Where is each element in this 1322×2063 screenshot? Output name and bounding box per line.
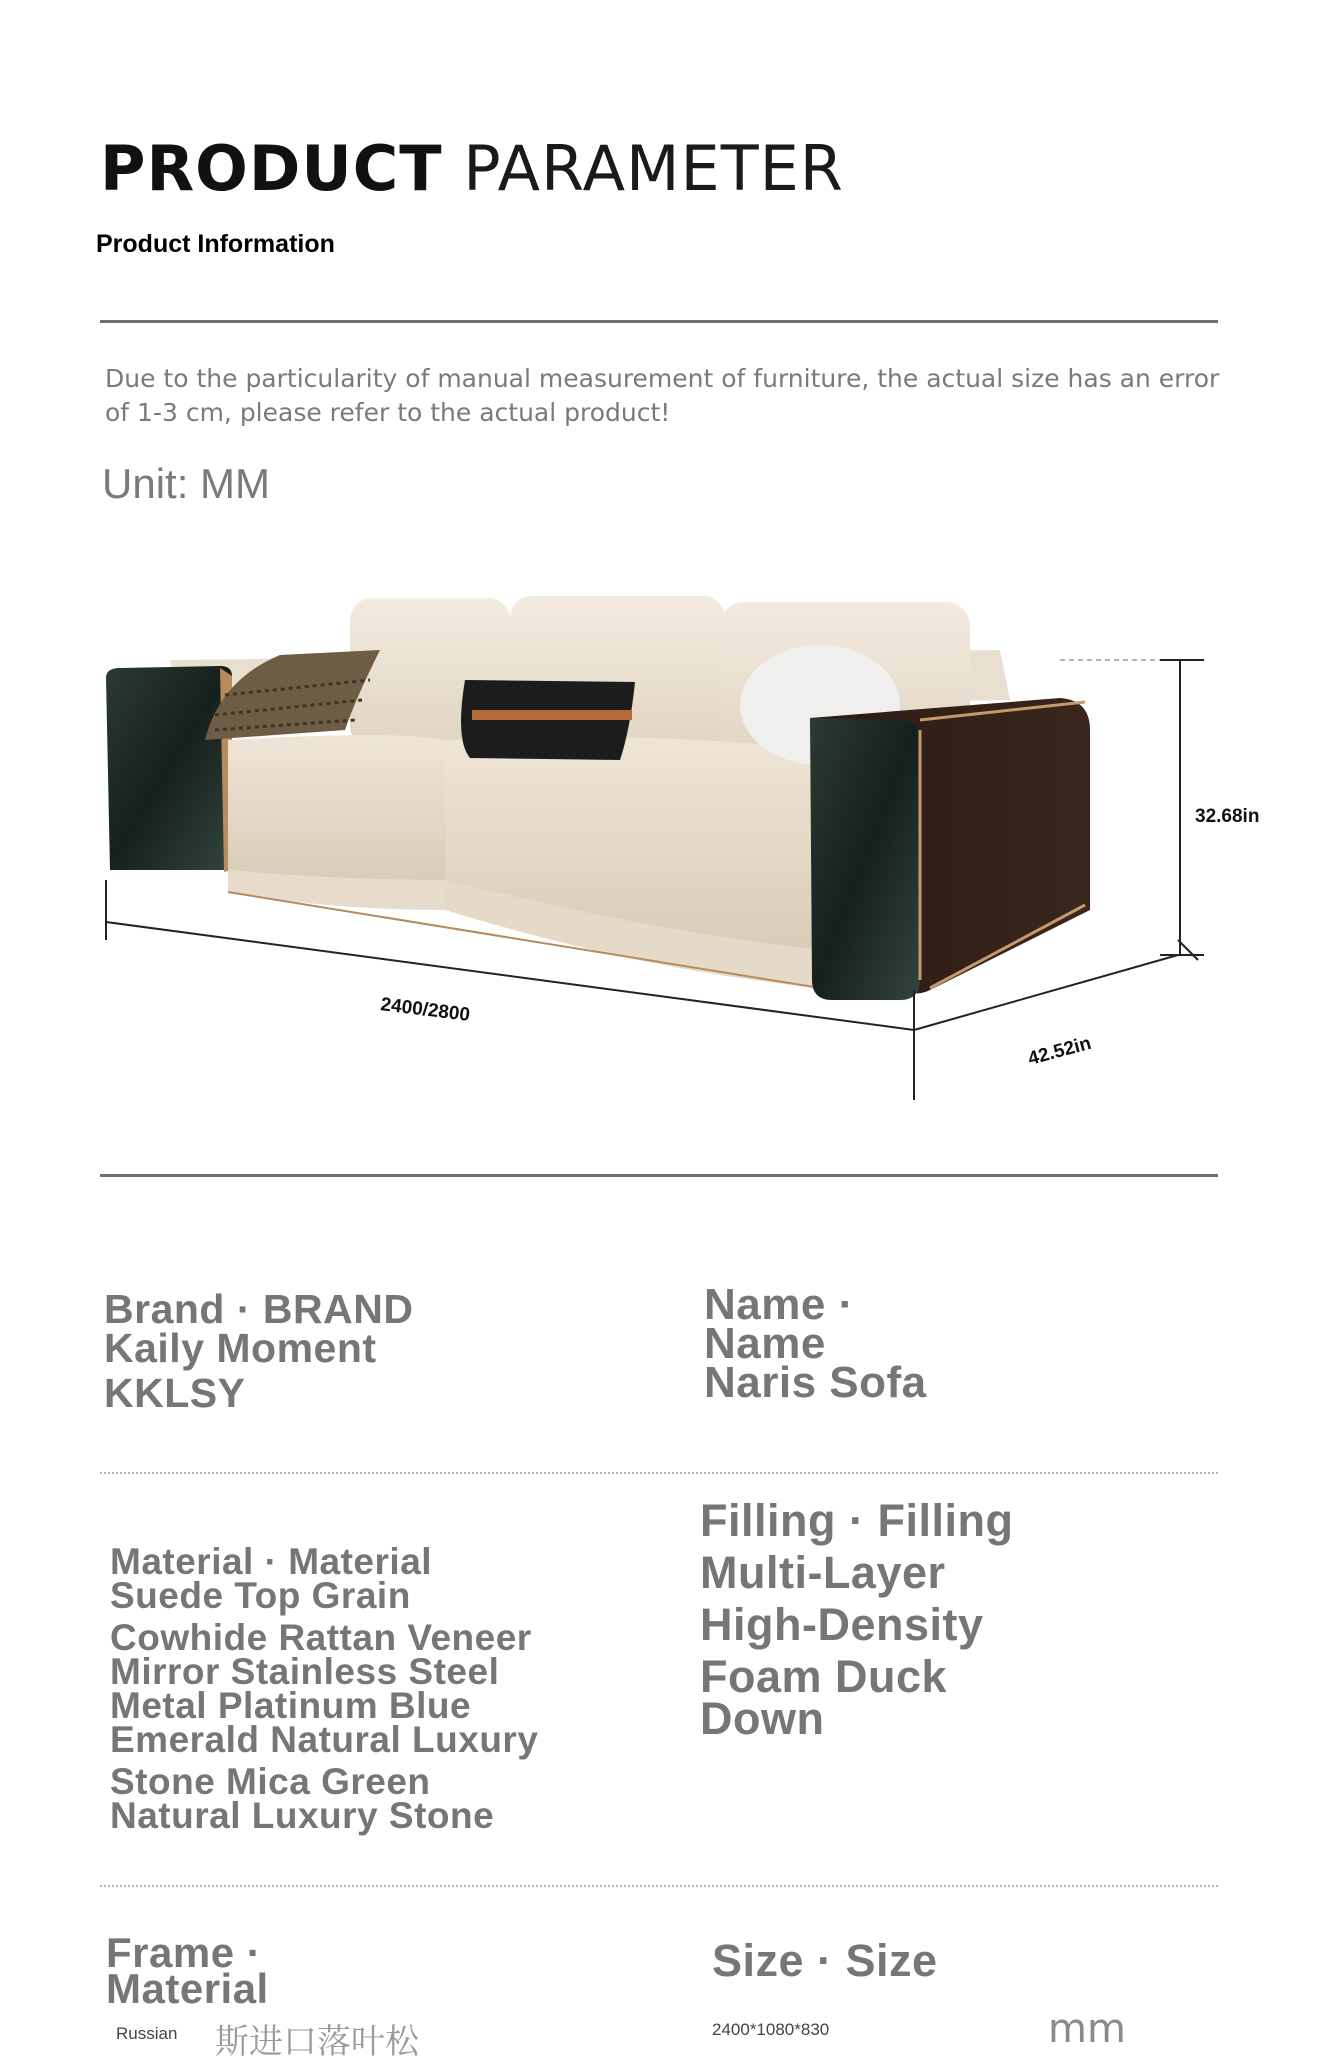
spec-name-label-1: Name · bbox=[704, 1280, 854, 1329]
spec-material-value-5: Emerald Natural Luxury bbox=[110, 1719, 539, 1760]
spec-material-value-3: Mirror Stainless Steel bbox=[110, 1651, 500, 1692]
divider-top bbox=[100, 320, 1218, 323]
spec-material-value-1: Suede Top Grain bbox=[110, 1575, 411, 1616]
divider-middle bbox=[100, 1174, 1218, 1177]
right-arm-marble bbox=[810, 718, 920, 1000]
spec-size-unit: mm bbox=[1048, 2006, 1126, 2052]
spec-material-value-2: Cowhide Rattan Veneer bbox=[110, 1617, 532, 1658]
sofa-image bbox=[100, 580, 1280, 1120]
spec-filling-label: Filling · Filling bbox=[700, 1495, 1014, 1546]
spec-filling-value-2: High-Density bbox=[700, 1599, 984, 1650]
spec-frame bbox=[106, 1929, 269, 2012]
divider-dotted-2 bbox=[100, 1885, 1218, 1887]
page-title bbox=[100, 132, 844, 205]
spec-filling-value-1: Multi-Layer bbox=[700, 1547, 946, 1598]
spec-size bbox=[712, 1935, 938, 1987]
seat-cushion-left bbox=[228, 735, 445, 880]
title-bold: PRODUCT bbox=[100, 132, 443, 205]
dim-label-length: 2400/2800 bbox=[379, 994, 472, 1026]
measurement-notice: Due to the particularity of manual measurement of furniture, the actual size has an error of 1-3 cm, please refer to the actual product! bbox=[105, 364, 1220, 427]
spec-frame-value: 斯进口落叶松 bbox=[215, 2022, 419, 2062]
spec-filling-value-4: Down bbox=[700, 1693, 825, 1744]
divider-dotted-1 bbox=[100, 1472, 1218, 1474]
sofa-illustration bbox=[100, 580, 1280, 1120]
spec-name bbox=[704, 1280, 927, 1407]
title-light: PARAMETER bbox=[463, 132, 844, 205]
spec-material-value-7: Natural Luxury Stone bbox=[110, 1795, 495, 1836]
spec-material bbox=[110, 1541, 630, 1836]
dim-label-depth: 42.52in bbox=[1025, 1032, 1094, 1070]
spec-brand-value-1: Kaily Moment bbox=[104, 1325, 377, 1371]
spec-frame-label-1: Frame · bbox=[106, 1929, 262, 1976]
spec-frame-label-2: Material bbox=[106, 1965, 269, 2012]
unit-label: Unit: MM bbox=[102, 460, 270, 507]
spec-brand-value-2: KKLSY bbox=[104, 1370, 246, 1416]
spec-brand-label: Brand · BRAND bbox=[104, 1286, 414, 1332]
dim-label-height: 32.68in bbox=[1195, 806, 1260, 827]
section-subtitle: Product Information bbox=[96, 230, 335, 258]
spec-size-value: 2400*1080*830 bbox=[712, 2020, 830, 2039]
left-arm bbox=[106, 666, 232, 870]
spec-frame-sublabel: Russian bbox=[116, 2024, 178, 2043]
spec-filling-value-3: Foam Duck bbox=[700, 1651, 948, 1702]
spec-material-value-4: Metal Platinum Blue bbox=[110, 1685, 472, 1726]
spec-size-label: Size · Size bbox=[712, 1935, 938, 1986]
spec-name-value: Naris Sofa bbox=[704, 1358, 927, 1407]
spec-filling bbox=[700, 1495, 1120, 1745]
spec-material-value-6: Stone Mica Green bbox=[110, 1761, 431, 1802]
spec-material-label: Material · Material bbox=[110, 1541, 433, 1582]
spec-name-label-2: Name bbox=[704, 1319, 826, 1368]
spec-brand bbox=[104, 1286, 414, 1416]
